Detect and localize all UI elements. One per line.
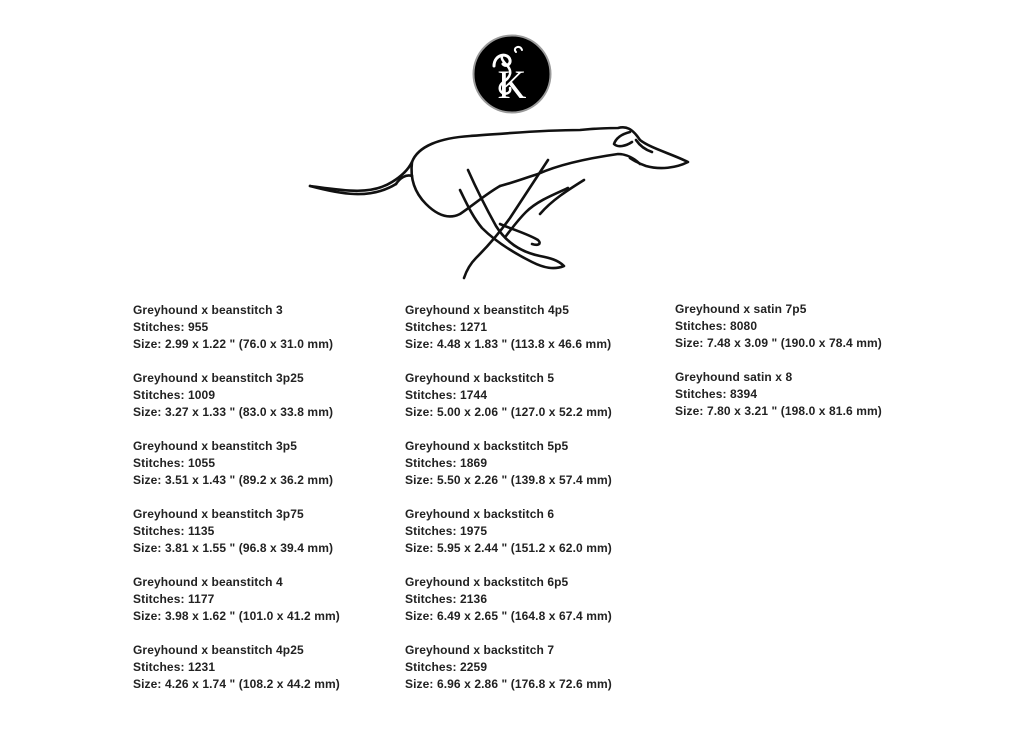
design-size: Size: 5.95 x 2.44 " (151.2 x 62.0 mm) <box>405 541 612 555</box>
design-size: Size: 6.49 x 2.65 " (164.8 x 67.4 mm) <box>405 609 612 623</box>
design-name: Greyhound x backstitch 6 <box>405 507 555 521</box>
design-entry <box>405 574 612 642</box>
design-entry <box>133 642 340 710</box>
design-list-column-2 <box>405 302 612 710</box>
design-size: Size: 3.98 x 1.62 " (101.0 x 41.2 mm) <box>133 609 340 623</box>
design-stitches: Stitches: 8080 <box>675 319 758 333</box>
design-entry <box>405 642 612 710</box>
design-name: Greyhound x backstitch 7 <box>405 643 555 657</box>
design-stitches: Stitches: 2259 <box>405 660 488 674</box>
design-entry <box>675 369 882 437</box>
design-name: Greyhound satin x 8 <box>675 370 793 384</box>
design-name: Greyhound x satin 7p5 <box>675 302 807 316</box>
design-stitches: Stitches: 1231 <box>133 660 216 674</box>
design-name: Greyhound x backstitch 5 <box>405 371 555 385</box>
design-size: Size: 6.96 x 2.86 " (176.8 x 72.6 mm) <box>405 677 612 691</box>
design-name: Greyhound x beanstitch 3p75 <box>133 507 304 521</box>
design-entry <box>675 301 882 369</box>
design-size: Size: 4.48 x 1.83 " (113.8 x 46.6 mm) <box>405 337 612 351</box>
design-stitches: Stitches: 1055 <box>133 456 216 470</box>
design-entry <box>405 438 612 506</box>
design-name: Greyhound x beanstitch 3p25 <box>133 371 304 385</box>
design-stitches: Stitches: 2136 <box>405 592 488 606</box>
design-size: Size: 3.81 x 1.55 " (96.8 x 39.4 mm) <box>133 541 334 555</box>
design-stitches: Stitches: 1869 <box>405 456 488 470</box>
design-name: Greyhound x backstitch 6p5 <box>405 575 569 589</box>
design-entry <box>133 302 340 370</box>
design-name: Greyhound x beanstitch 3p5 <box>133 439 297 453</box>
design-size: Size: 2.99 x 1.22 " (76.0 x 31.0 mm) <box>133 337 334 351</box>
design-stitches: Stitches: 1975 <box>405 524 488 538</box>
design-size: Size: 7.80 x 3.21 " (198.0 x 81.6 mm) <box>675 404 882 418</box>
design-size: Size: 4.26 x 1.74 " (108.2 x 44.2 mm) <box>133 677 340 691</box>
design-list-column-3 <box>675 301 882 437</box>
svg-text:K: K <box>497 62 527 107</box>
design-entry <box>405 302 612 370</box>
design-entry <box>405 370 612 438</box>
design-size: Size: 5.50 x 2.26 " (139.8 x 57.4 mm) <box>405 473 612 487</box>
design-size: Size: 5.00 x 2.06 " (127.0 x 52.2 mm) <box>405 405 612 419</box>
design-stitches: Stitches: 1009 <box>133 388 216 402</box>
design-entry <box>133 438 340 506</box>
design-stitches: Stitches: 1744 <box>405 388 488 402</box>
design-stitches: Stitches: 1271 <box>405 320 488 334</box>
design-stitches: Stitches: 8394 <box>675 387 758 401</box>
design-size: Size: 7.48 x 3.09 " (190.0 x 78.4 mm) <box>675 336 882 350</box>
design-list-column-1 <box>133 302 340 710</box>
design-size: Size: 3.27 x 1.33 " (83.0 x 33.8 mm) <box>133 405 334 419</box>
design-entry <box>405 506 612 574</box>
design-entry <box>133 574 340 642</box>
design-stitches: Stitches: 1135 <box>133 524 215 538</box>
monogram-k-logo <box>472 34 552 114</box>
design-name: Greyhound x beanstitch 4p25 <box>133 643 304 657</box>
design-entry <box>133 370 340 438</box>
design-stitches: Stitches: 955 <box>133 320 209 334</box>
design-name: Greyhound x backstitch 5p5 <box>405 439 569 453</box>
running-greyhound-illustration <box>300 118 700 288</box>
design-entry <box>133 506 340 574</box>
design-stitches: Stitches: 1177 <box>133 592 215 606</box>
design-size: Size: 3.51 x 1.43 " (89.2 x 36.2 mm) <box>133 473 334 487</box>
design-name: Greyhound x beanstitch 4p5 <box>405 303 569 317</box>
design-name: Greyhound x beanstitch 3 <box>133 303 283 317</box>
design-name: Greyhound x beanstitch 4 <box>133 575 283 589</box>
